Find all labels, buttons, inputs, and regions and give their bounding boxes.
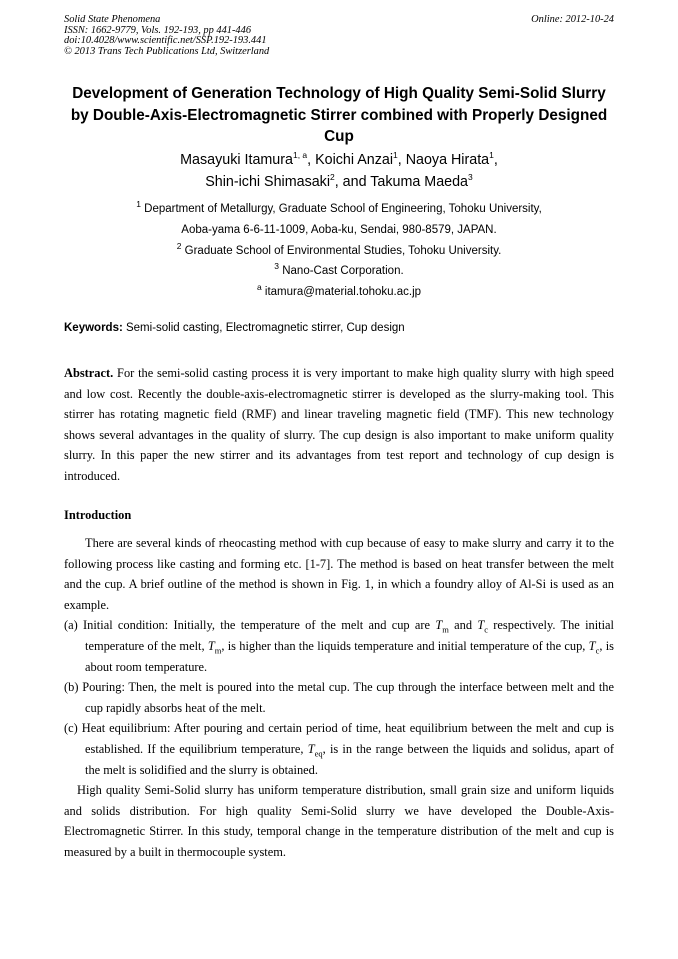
author-separator: , and	[334, 173, 371, 190]
journal-header	[64, 15, 269, 57]
affiliation-3	[64, 261, 614, 282]
variable: T	[435, 618, 443, 633]
journal-name: Solid State Phenomena	[64, 14, 161, 25]
abstract-text: For the semi-solid casting process it is very important to make high quality slurry with high speed and low cost. Recently the double-axis-electromagnetic stirrer is developed as the slurry-making tool. This stirrer has rotating magnetic field (RMF) and linear traveling magnetic field (TMF). This new technology shows several advantages in the quality of slurry. The cup design is also important to make uniform quality slurry. In this paper the new stirrer and its advantages from test report and technology of cup design is introduced.	[64, 366, 614, 483]
online-date: Online: 2012-10-24	[531, 14, 614, 25]
intro-paragraph-2: High quality Semi-Solid slurry has uniform temperature distribution, small grain size and uniform liquids and solids distribution. For high quality Semi-Solid slurry we have developed the Double-Axis-Electromagnetic Stirrer. In this study, temporal change in the temperature distribution of the melt and cup is measured by a built in thermocouple system.	[64, 783, 614, 859]
affiliations	[64, 199, 614, 303]
list-item-c	[64, 718, 614, 780]
author-name: Koichi Anzai	[315, 152, 393, 168]
contact-email	[64, 282, 614, 303]
item-text: , is higher than the liquids temperature and initial temperature of the cup,	[221, 638, 589, 653]
affiliation-text: Graduate School of Environmental Studies, Tohoku University.	[181, 244, 502, 257]
affiliation-mark: 3	[274, 261, 280, 272]
author-name: Masayuki Itamura	[180, 152, 293, 168]
subscript: eq	[314, 748, 323, 759]
author-affiliation-mark: 1, a	[292, 150, 308, 161]
keywords	[64, 322, 405, 334]
author-affiliation-mark: 1	[489, 150, 494, 161]
item-text: and	[448, 618, 478, 633]
affiliation-2	[64, 241, 614, 262]
email-mark: a	[256, 282, 262, 293]
list-item-b: (b) Pouring: Then, the melt is poured into the metal cup. The cup through the interface between melt and the cup rapidly absorbs heat of the melt.	[64, 680, 614, 715]
item-text: respectively. The initial temperature of the melt,	[85, 618, 614, 653]
abstract-label: Abstract.	[64, 366, 114, 380]
subscript: c	[595, 645, 600, 656]
item-text: (c) Heat equilibrium: After pouring and certain period of time, heat equilibrium between the melt and cup is established. If the equilibrium temperature,	[64, 721, 614, 756]
author-list	[64, 150, 614, 193]
introduction-body	[64, 533, 614, 863]
list-item-a	[64, 615, 614, 677]
affiliation-text: Nano-Cast Corporation.	[279, 265, 404, 278]
affiliation-1	[64, 199, 614, 220]
author-separator: ,	[397, 152, 406, 168]
issn-line: ISSN: 1662-9779, Vols. 192-193, pp 441-446	[64, 24, 252, 36]
item-text: , is about room temperature.	[85, 638, 614, 674]
subscript: m	[442, 624, 449, 635]
intro-paragraph-1: There are several kinds of rheocasting method with cup because of easy to make slurry and carry it to the following process like casting and forming etc. [1-7]. The method is based on heat transfer between the melt and the cup. A brief outline of the method is shown in Fig. 1, in which a foundry alloy of Al-Si is used as an example.	[64, 536, 614, 612]
variable: T	[307, 741, 315, 756]
author-name: Naoya Hirata	[405, 152, 490, 168]
affiliation-1-address: Aoba-yama 6-6-11-1009, Aoba-ku, Sendai, 980-8579, JAPAN.	[181, 223, 497, 236]
variable: T	[207, 638, 215, 653]
subscript: c	[484, 624, 489, 635]
keywords-label: Keywords:	[64, 322, 123, 334]
author-affiliation-mark: 3	[468, 171, 473, 182]
author-name: Takuma Maeda	[370, 173, 468, 190]
affiliation-mark: 1	[136, 199, 141, 210]
item-text: (a) Initial condition: Initially, the temperature of the melt and cup are	[64, 618, 436, 633]
paper-title: Development of Generation Technology of High Quality Semi-Solid Slurry by Double-Axis-Electromagnetic Stirrer combined with Properly Designed Cup	[70, 85, 608, 145]
author-separator: ,	[493, 152, 498, 168]
item-text: , is in the range between the liquids and solidus, apart of the melt is solidified and the slurry is obtained.	[85, 741, 614, 777]
keywords-text: Semi-solid casting, Electromagnetic stirrer, Cup design	[122, 322, 405, 334]
email-address: itamura@material.tohoku.ac.jp	[261, 286, 422, 299]
abstract	[64, 363, 614, 487]
variable: T	[477, 618, 485, 633]
doi-line: doi:10.4028/www.scientific.net/SSP.192-193.441	[64, 35, 267, 47]
introduction-heading: Introduction	[64, 508, 132, 522]
subscript: m	[214, 645, 222, 656]
affiliation-mark: 2	[176, 240, 182, 251]
affiliation-text: Department of Metallurgy, Graduate School of Engineering, Tohoku University,	[140, 203, 542, 215]
variable: T	[588, 638, 596, 653]
author-affiliation-mark: 2	[330, 171, 335, 182]
author-affiliation-mark: 1	[393, 150, 398, 161]
author-separator: ,	[307, 152, 316, 168]
author-name: Shin-ichi Shimasaki	[205, 173, 330, 190]
copyright-line: © 2013 Trans Tech Publications Ltd, Switzerland	[64, 45, 270, 57]
